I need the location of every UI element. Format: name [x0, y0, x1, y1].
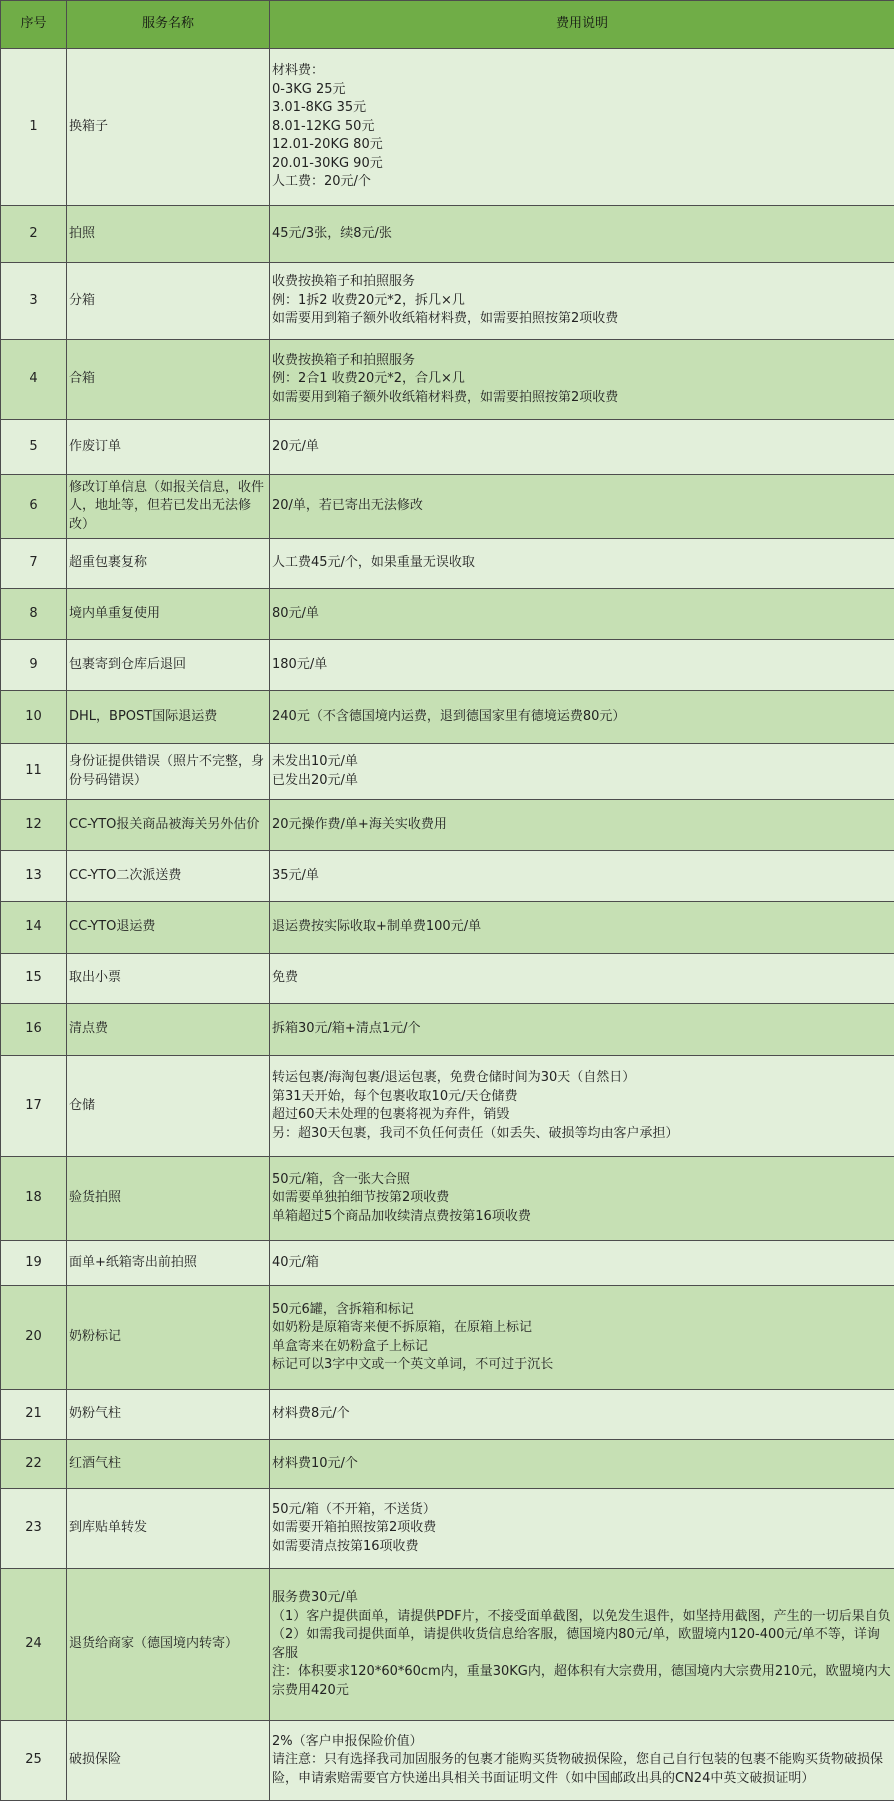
table-row: [1, 1286, 894, 1390]
row-number: 18: [1, 1157, 67, 1241]
service-name: 换箱子: [67, 49, 270, 206]
fee-description: 收费按换箱子和拍照服务 例：2合1 收费20元*2，合几×几 如需要用到箱子额外收纸箱材料费，如需要拍照按第2项收费: [270, 340, 894, 420]
row-number: 11: [1, 744, 67, 800]
table-row: [1, 589, 894, 640]
fee-description: 20元/单: [270, 420, 894, 475]
table-row: [1, 1241, 894, 1286]
fee-description: 服务费30元/单 （1）客户提供面单，请提供PDF片，不接受面单截图，以免发生退件，如坚持用截图，产生的一切后果自负 （2）如需我司提供面单，请提供收货信息给客服，德国境内80元/单，欧盟境内120-400元/单不等，详询客服 注：体积要求120*60*60cm内，重量30KG内，超体积有大宗费用，德国境内大宗费用210元，欧盟境内大宗费用420元: [270, 1569, 894, 1721]
table-row: [1, 49, 894, 206]
service-name: 超重包裹复称: [67, 539, 270, 589]
service-name: 合箱: [67, 340, 270, 420]
fee-description: 转运包裹/海淘包裹/退运包裹，免费仓储时间为30天（自然日） 第31天开始，每个包裹收取10元/天仓储费 超过60天未处理的包裹将视为弃件，销毁 另：超30天包裹，我司不负任何责任（如丢失、破损等均由客户承担）: [270, 1056, 894, 1157]
row-number: 5: [1, 420, 67, 475]
service-name: CC-YTO报关商品被海关另外估价: [67, 800, 270, 851]
row-number: 3: [1, 263, 67, 340]
fee-description: 拆箱30元/箱+清点1元/个: [270, 1004, 894, 1056]
row-number: 24: [1, 1569, 67, 1721]
table-row: [1, 1056, 894, 1157]
service-name: DHL，BPOST国际退运费: [67, 691, 270, 744]
table-row: [1, 340, 894, 420]
fee-description: 80元/单: [270, 589, 894, 640]
service-name: 作废订单: [67, 420, 270, 475]
service-name: 境内单重复使用: [67, 589, 270, 640]
row-number: 21: [1, 1390, 67, 1440]
fee-description: 50元6罐，含拆箱和标记 如奶粉是原箱寄来便不拆原箱，在原箱上标记 单盒寄来在奶粉盒子上标记 标记可以3字中文或一个英文单词，不可过于沉长: [270, 1286, 894, 1390]
table-row: [1, 744, 894, 800]
row-number: 1: [1, 49, 67, 206]
header-fee-description: 费用说明: [270, 1, 894, 49]
row-number: 6: [1, 475, 67, 539]
table-row: [1, 1390, 894, 1440]
service-name: 退货给商家（德国境内转寄）: [67, 1569, 270, 1721]
fee-description: 退运费按实际收取+制单费100元/单: [270, 902, 894, 954]
fee-description: 50元/箱，含一张大合照 如需要单独拍细节按第2项收费 单箱超过5个商品加收续清点费按第16项收费: [270, 1157, 894, 1241]
table-row: [1, 206, 894, 263]
service-name: 破损保险: [67, 1721, 270, 1801]
row-number: 19: [1, 1241, 67, 1286]
table-row: [1, 851, 894, 902]
fee-description: 2%（客户申报保险价值） 请注意：只有选择我司加固服务的包裹才能购买货物破损保险，您自己自行包装的包裹不能购买货物破损保险，申请索赔需要官方快递出具相关书面证明文件（如中国邮政出具的CN24中英文破损证明）: [270, 1721, 894, 1801]
table-row: [1, 1569, 894, 1721]
header-row: [1, 1, 894, 49]
service-name: 仓储: [67, 1056, 270, 1157]
table-row: [1, 902, 894, 954]
service-name: 到库贴单转发: [67, 1489, 270, 1569]
row-number: 25: [1, 1721, 67, 1801]
table-row: [1, 800, 894, 851]
fee-description: 未发出10元/单 已发出20元/单: [270, 744, 894, 800]
table-row: [1, 1157, 894, 1241]
fee-description: 35元/单: [270, 851, 894, 902]
table-row: [1, 691, 894, 744]
fee-description: 材料费： 0-3KG 25元 3.01-8KG 35元 8.01-12KG 50元 12.01-20KG 80元 20.01-30KG 90元 人工费：20元/个: [270, 49, 894, 206]
service-name: 奶粉标记: [67, 1286, 270, 1390]
fee-description: 材料费10元/个: [270, 1440, 894, 1489]
fee-description: 45元/3张，续8元/张: [270, 206, 894, 263]
fee-description: 20/单，若已寄出无法修改: [270, 475, 894, 539]
row-number: 13: [1, 851, 67, 902]
fee-description: 人工费45元/个，如果重量无误收取: [270, 539, 894, 589]
fee-description: 材料费8元/个: [270, 1390, 894, 1440]
header-no: 序号: [1, 1, 67, 49]
row-number: 15: [1, 954, 67, 1004]
fee-description: 免费: [270, 954, 894, 1004]
service-name: 面单+纸箱寄出前拍照: [67, 1241, 270, 1286]
service-name: 修改订单信息（如报关信息，收件人，地址等，但若已发出无法修改）: [67, 475, 270, 539]
row-number: 22: [1, 1440, 67, 1489]
header-service-name: 服务名称: [67, 1, 270, 49]
table-row: [1, 954, 894, 1004]
row-number: 10: [1, 691, 67, 744]
row-number: 23: [1, 1489, 67, 1569]
service-name: 验货拍照: [67, 1157, 270, 1241]
fee-description: 180元/单: [270, 640, 894, 691]
service-name: 拍照: [67, 206, 270, 263]
table-row: [1, 539, 894, 589]
table-row: [1, 1721, 894, 1801]
row-number: 9: [1, 640, 67, 691]
service-name: 分箱: [67, 263, 270, 340]
service-name: 奶粉气柱: [67, 1390, 270, 1440]
row-number: 4: [1, 340, 67, 420]
fee-description: 40元/箱: [270, 1241, 894, 1286]
table-row: [1, 640, 894, 691]
service-name: 身份证提供错误（照片不完整，身份号码错误）: [67, 744, 270, 800]
row-number: 16: [1, 1004, 67, 1056]
fee-description: 50元/箱（不开箱，不送货） 如需要开箱拍照按第2项收费 如需要清点按第16项收费: [270, 1489, 894, 1569]
row-number: 20: [1, 1286, 67, 1390]
row-number: 12: [1, 800, 67, 851]
fee-description: 20元操作费/单+海关实收费用: [270, 800, 894, 851]
table-row: [1, 1004, 894, 1056]
row-number: 14: [1, 902, 67, 954]
table-row: [1, 475, 894, 539]
row-number: 17: [1, 1056, 67, 1157]
row-number: 2: [1, 206, 67, 263]
table-row: [1, 1440, 894, 1489]
fee-description: 收费按换箱子和拍照服务 例：1拆2 收费20元*2，拆几×几 如需要用到箱子额外收纸箱材料费，如需要拍照按第2项收费: [270, 263, 894, 340]
service-name: 清点费: [67, 1004, 270, 1056]
row-number: 8: [1, 589, 67, 640]
row-number: 7: [1, 539, 67, 589]
table-row: [1, 263, 894, 340]
table-row: [1, 1489, 894, 1569]
service-name: 包裹寄到仓库后退回: [67, 640, 270, 691]
service-name: 红酒气柱: [67, 1440, 270, 1489]
table-row: [1, 420, 894, 475]
service-name: CC-YTO二次派送费: [67, 851, 270, 902]
service-name: 取出小票: [67, 954, 270, 1004]
service-name: CC-YTO退运费: [67, 902, 270, 954]
fee-description: 240元（不含德国境内运费，退到德国家里有德境运费80元）: [270, 691, 894, 744]
